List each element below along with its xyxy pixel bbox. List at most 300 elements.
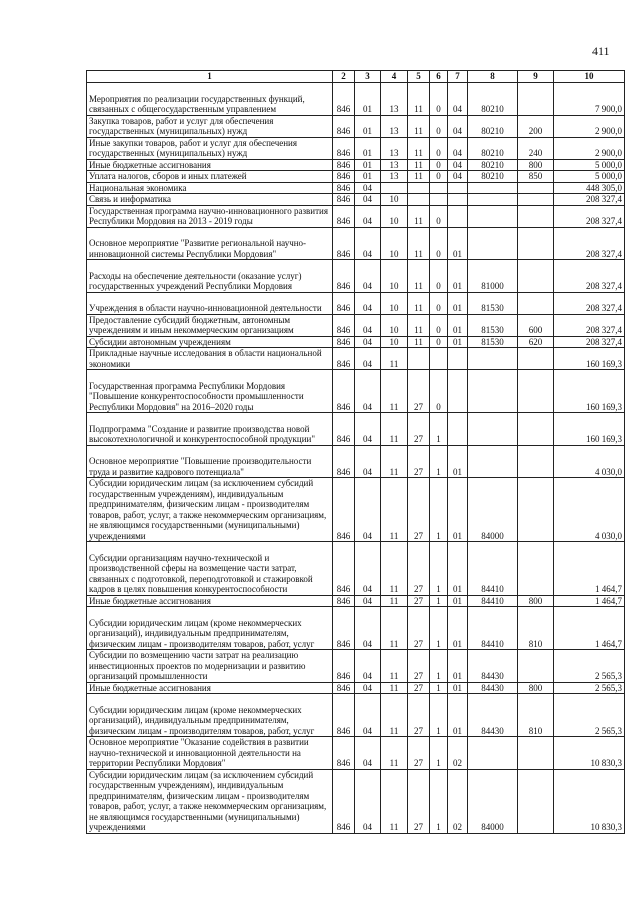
code-cell: 11 [381, 478, 408, 542]
code-cell: 01 [448, 260, 468, 293]
code-cell: 04 [355, 260, 381, 293]
code-cell: 846 [333, 348, 355, 370]
code-cell: 11 [381, 413, 408, 446]
code-cell: 846 [333, 227, 355, 260]
code-cell: 846 [333, 292, 355, 314]
code-cell [518, 413, 554, 446]
code-cell: 04 [355, 370, 381, 413]
code-cell: 04 [448, 171, 468, 183]
row-name-cell: Государственная программа научно-инновационного развития Республики Мордовия на 2013 - 2019 годы [87, 205, 333, 227]
code-cell: 81530 [468, 336, 518, 348]
row-name-cell: Субсидии юридическим лицам (за исключением субсидий государственным учреждениям), индивидуальным предпринимателям, физическим лицам - производителям товаров, работ, услуг, а также некоммерческим организациям, не являющимся государственными (муниципальными) учреждениями [87, 478, 333, 542]
code-cell: 04 [355, 694, 381, 737]
code-cell: 1 [430, 542, 448, 596]
table-row [87, 171, 625, 183]
code-cell: 04 [355, 314, 381, 336]
code-cell [518, 205, 554, 227]
code-cell: 11 [408, 159, 430, 171]
code-cell: 800 [518, 159, 554, 171]
table-body [87, 83, 625, 834]
amount-cell: 4 030,0 [554, 445, 625, 478]
code-cell: 1 [430, 769, 448, 833]
table-row [87, 413, 625, 446]
row-name-cell: Субсидии организациям научно-технической и производственной сферы на возмещение части затрат, связанных с подготовкой, переподготовкой и стажировкой кадров в целях повышения конкурентоспособности [87, 542, 333, 596]
row-name-cell: Субсидии юридическим лицам (за исключением субсидий государственным учреждениям), индивидуальным предпринимателям, физическим лицам - производителям товаров, работ, услуг, а также некоммерческим организациям, не являющимся государственными (муниципальными) учреждениями [87, 769, 333, 833]
code-cell [430, 182, 448, 194]
row-name-cell: Подпрограмма "Создание и развитие производства новой высокотехнологичной и конкурентоспособной продукции" [87, 413, 333, 446]
code-cell: 11 [408, 336, 430, 348]
code-cell: 01 [355, 171, 381, 183]
table-row [87, 182, 625, 194]
code-cell: 04 [355, 227, 381, 260]
code-cell: 0 [430, 159, 448, 171]
header-row [87, 71, 625, 83]
code-cell [518, 445, 554, 478]
code-cell: 1 [430, 607, 448, 650]
code-cell: 846 [333, 205, 355, 227]
amount-cell: 2 565,3 [554, 694, 625, 737]
code-cell: 80210 [468, 171, 518, 183]
code-cell [518, 182, 554, 194]
code-cell: 10 [381, 194, 408, 206]
page-number: 411 [592, 44, 610, 58]
code-cell [448, 194, 468, 206]
col-header: 6 [430, 71, 448, 83]
code-cell: 10 [381, 260, 408, 293]
code-cell: 11 [408, 205, 430, 227]
code-cell [468, 737, 518, 770]
row-name-cell: Расходы на обеспечение деятельности (оказание услуг) государственных учреждений Республики Мордовия [87, 260, 333, 293]
table-row [87, 137, 625, 159]
code-cell [518, 737, 554, 770]
amount-cell: 208 327,4 [554, 260, 625, 293]
code-cell: 11 [408, 115, 430, 137]
code-cell: 10 [381, 205, 408, 227]
code-cell: 13 [381, 137, 408, 159]
code-cell [448, 205, 468, 227]
code-cell: 846 [333, 182, 355, 194]
code-cell: 04 [355, 542, 381, 596]
code-cell [430, 194, 448, 206]
amount-cell: 10 830,3 [554, 769, 625, 833]
code-cell: 81000 [468, 260, 518, 293]
code-cell: 04 [355, 182, 381, 194]
code-cell: 1 [430, 682, 448, 694]
code-cell: 04 [355, 607, 381, 650]
code-cell: 27 [408, 737, 430, 770]
code-cell [468, 348, 518, 370]
code-cell: 04 [355, 682, 381, 694]
code-cell: 846 [333, 413, 355, 446]
code-cell: 01 [448, 292, 468, 314]
code-cell: 846 [333, 171, 355, 183]
amount-cell: 208 327,4 [554, 205, 625, 227]
code-cell: 240 [518, 137, 554, 159]
code-cell: 04 [448, 83, 468, 116]
code-cell: 11 [408, 314, 430, 336]
col-header: 8 [468, 71, 518, 83]
amount-cell: 5 000,0 [554, 159, 625, 171]
code-cell: 11 [381, 370, 408, 413]
amount-cell: 160 169,3 [554, 348, 625, 370]
table-row [87, 336, 625, 348]
code-cell: 11 [381, 348, 408, 370]
col-header: 9 [518, 71, 554, 83]
table-row [87, 542, 625, 596]
code-cell: 80210 [468, 137, 518, 159]
code-cell: 13 [381, 171, 408, 183]
code-cell [518, 227, 554, 260]
table-row [87, 737, 625, 770]
amount-cell: 10 830,3 [554, 737, 625, 770]
code-cell: 846 [333, 650, 355, 683]
row-name-cell: Субсидии юридическим лицам (кроме некоммерческих организаций), индивидуальным предпринимателям, физическим лицам - производителям товаров, работ, услуг [87, 694, 333, 737]
code-cell: 01 [355, 137, 381, 159]
row-name-cell: Иные бюджетные ассигнования [87, 595, 333, 607]
row-name-cell: Предоставление субсидий бюджетным, автономным учреждениям и иным некоммерческим организациям [87, 314, 333, 336]
amount-cell: 448 305,0 [554, 182, 625, 194]
code-cell: 13 [381, 83, 408, 116]
code-cell: 11 [408, 260, 430, 293]
code-cell: 27 [408, 595, 430, 607]
code-cell [408, 348, 430, 370]
code-cell: 846 [333, 595, 355, 607]
code-cell: 846 [333, 194, 355, 206]
code-cell [518, 260, 554, 293]
col-header: 2 [333, 71, 355, 83]
code-cell: 01 [448, 227, 468, 260]
code-cell: 1 [430, 445, 448, 478]
code-cell: 1 [430, 595, 448, 607]
col-header: 1 [87, 71, 333, 83]
col-header: 5 [408, 71, 430, 83]
code-cell: 84410 [468, 542, 518, 596]
code-cell: 1 [430, 478, 448, 542]
table-row [87, 260, 625, 293]
code-cell: 04 [355, 348, 381, 370]
row-name-cell: Национальная экономика [87, 182, 333, 194]
code-cell: 0 [430, 115, 448, 137]
table-row [87, 370, 625, 413]
table-row [87, 478, 625, 542]
code-cell: 84430 [468, 694, 518, 737]
code-cell: 27 [408, 370, 430, 413]
col-header: 7 [448, 71, 468, 83]
col-header: 4 [381, 71, 408, 83]
amount-cell: 160 169,3 [554, 370, 625, 413]
code-cell: 11 [381, 445, 408, 478]
code-cell: 04 [355, 413, 381, 446]
code-cell: 84410 [468, 595, 518, 607]
amount-cell: 208 327,4 [554, 194, 625, 206]
code-cell: 84000 [468, 769, 518, 833]
code-cell: 04 [355, 737, 381, 770]
code-cell: 800 [518, 595, 554, 607]
code-cell: 04 [355, 650, 381, 683]
code-cell: 200 [518, 115, 554, 137]
code-cell: 846 [333, 478, 355, 542]
amount-cell: 4 030,0 [554, 478, 625, 542]
amount-cell: 1 464,7 [554, 595, 625, 607]
code-cell [468, 370, 518, 413]
code-cell [468, 205, 518, 227]
row-name-cell: Мероприятия по реализации государственных функций, связанных с общегосударственным управлением [87, 83, 333, 116]
table-row [87, 348, 625, 370]
code-cell: 11 [381, 607, 408, 650]
code-cell: 04 [355, 595, 381, 607]
table-row [87, 292, 625, 314]
code-cell: 01 [448, 478, 468, 542]
code-cell: 10 [381, 336, 408, 348]
code-cell: 02 [448, 769, 468, 833]
code-cell: 846 [333, 445, 355, 478]
amount-cell: 208 327,4 [554, 292, 625, 314]
row-name-cell: Субсидии по возмещению части затрат на реализацию инвестиционных проектов по модернизации и развитию организаций промышленности [87, 650, 333, 683]
code-cell: 1 [430, 694, 448, 737]
code-cell [518, 478, 554, 542]
code-cell: 27 [408, 682, 430, 694]
code-cell [448, 182, 468, 194]
code-cell: 27 [408, 445, 430, 478]
code-cell: 0 [430, 137, 448, 159]
code-cell: 10 [381, 314, 408, 336]
code-cell [518, 348, 554, 370]
code-cell: 27 [408, 769, 430, 833]
row-name-cell: Закупка товаров, работ и услуг для обеспечения государственных (муниципальных) нужд [87, 115, 333, 137]
code-cell: 04 [355, 336, 381, 348]
code-cell: 846 [333, 137, 355, 159]
code-cell: 01 [355, 83, 381, 116]
col-header: 10 [554, 71, 625, 83]
code-cell: 01 [448, 542, 468, 596]
table-row [87, 769, 625, 833]
code-cell: 84000 [468, 478, 518, 542]
code-cell: 84430 [468, 650, 518, 683]
code-cell: 11 [381, 542, 408, 596]
code-cell [518, 542, 554, 596]
code-cell: 0 [430, 227, 448, 260]
code-cell [518, 83, 554, 116]
table-row [87, 650, 625, 683]
code-cell: 02 [448, 737, 468, 770]
amount-cell: 2 565,3 [554, 682, 625, 694]
code-cell: 84430 [468, 682, 518, 694]
code-cell: 27 [408, 607, 430, 650]
code-cell: 01 [355, 159, 381, 171]
table-row [87, 227, 625, 260]
code-cell: 10 [381, 227, 408, 260]
code-cell: 04 [355, 769, 381, 833]
amount-cell: 5 000,0 [554, 171, 625, 183]
code-cell: 80210 [468, 159, 518, 171]
code-cell: 11 [381, 595, 408, 607]
col-header: 3 [355, 71, 381, 83]
row-name-cell: Учреждения в области научно-инновационной деятельности [87, 292, 333, 314]
code-cell: 11 [381, 682, 408, 694]
code-cell: 846 [333, 83, 355, 116]
code-cell: 846 [333, 737, 355, 770]
row-name-cell: Основное мероприятие "Повышение производительности труда и развитие кадрового потенциала" [87, 445, 333, 478]
code-cell: 0 [430, 260, 448, 293]
code-cell: 846 [333, 607, 355, 650]
code-cell: 04 [355, 445, 381, 478]
table-row [87, 159, 625, 171]
code-cell: 846 [333, 694, 355, 737]
code-cell: 13 [381, 159, 408, 171]
code-cell: 11 [408, 292, 430, 314]
code-cell: 01 [448, 607, 468, 650]
code-cell [448, 370, 468, 413]
code-cell: 0 [430, 205, 448, 227]
amount-cell: 7 900,0 [554, 83, 625, 116]
code-cell [518, 769, 554, 833]
code-cell: 0 [430, 292, 448, 314]
code-cell: 11 [381, 650, 408, 683]
table-row [87, 595, 625, 607]
row-name-cell: Основное мероприятие "Развитие региональной научно-инновационной системы Республики Мордовия" [87, 227, 333, 260]
code-cell: 600 [518, 314, 554, 336]
code-cell: 04 [448, 137, 468, 159]
code-cell: 1 [430, 650, 448, 683]
code-cell: 620 [518, 336, 554, 348]
code-cell [448, 413, 468, 446]
code-cell: 80210 [468, 83, 518, 116]
code-cell: 01 [448, 694, 468, 737]
code-cell: 27 [408, 478, 430, 542]
code-cell [448, 348, 468, 370]
code-cell: 846 [333, 115, 355, 137]
code-cell: 1 [430, 737, 448, 770]
code-cell: 850 [518, 171, 554, 183]
row-name-cell: Прикладные научные исследования в области национальной экономики [87, 348, 333, 370]
code-cell: 27 [408, 694, 430, 737]
table-row [87, 445, 625, 478]
code-cell: 27 [408, 413, 430, 446]
amount-cell: 1 464,7 [554, 542, 625, 596]
code-cell [381, 182, 408, 194]
code-cell [430, 348, 448, 370]
code-cell: 27 [408, 650, 430, 683]
amount-cell: 1 464,7 [554, 607, 625, 650]
code-cell [518, 650, 554, 683]
code-cell: 10 [381, 292, 408, 314]
amount-cell: 208 327,4 [554, 227, 625, 260]
code-cell: 11 [408, 137, 430, 159]
code-cell [408, 182, 430, 194]
amount-cell: 160 169,3 [554, 413, 625, 446]
row-name-cell: Субсидии юридическим лицам (кроме некоммерческих организаций), индивидуальным предпринимателям, физическим лицам - производителям товаров, работ, услуг [87, 607, 333, 650]
code-cell: 810 [518, 607, 554, 650]
code-cell: 04 [355, 478, 381, 542]
code-cell: 800 [518, 682, 554, 694]
code-cell [468, 182, 518, 194]
row-name-cell: Государственная программа Республики Мордовия "Повышение конкурентоспособности промышленности Республики Мордовия" на 2016–2020 годы [87, 370, 333, 413]
code-cell: 11 [381, 769, 408, 833]
code-cell: 01 [448, 445, 468, 478]
code-cell: 846 [333, 542, 355, 596]
code-cell: 0 [430, 336, 448, 348]
table-row [87, 194, 625, 206]
code-cell: 846 [333, 682, 355, 694]
code-cell: 01 [448, 595, 468, 607]
code-cell: 11 [381, 737, 408, 770]
code-cell: 04 [355, 292, 381, 314]
table-row [87, 83, 625, 116]
code-cell [468, 227, 518, 260]
code-cell: 846 [333, 370, 355, 413]
amount-cell: 208 327,4 [554, 336, 625, 348]
code-cell: 13 [381, 115, 408, 137]
code-cell: 0 [430, 314, 448, 336]
table-row [87, 607, 625, 650]
code-cell: 01 [448, 650, 468, 683]
code-cell: 04 [448, 115, 468, 137]
amount-cell: 208 327,4 [554, 314, 625, 336]
code-cell: 81530 [468, 292, 518, 314]
code-cell: 810 [518, 694, 554, 737]
code-cell: 0 [430, 370, 448, 413]
code-cell: 11 [408, 227, 430, 260]
code-cell: 01 [448, 336, 468, 348]
code-cell: 846 [333, 769, 355, 833]
row-name-cell: Связь и информатика [87, 194, 333, 206]
amount-cell: 2 565,3 [554, 650, 625, 683]
table-row [87, 205, 625, 227]
table-row [87, 694, 625, 737]
code-cell: 846 [333, 260, 355, 293]
row-name-cell: Уплата налогов, сборов и иных платежей [87, 171, 333, 183]
code-cell [518, 292, 554, 314]
code-cell: 27 [408, 542, 430, 596]
code-cell: 04 [355, 205, 381, 227]
amount-cell: 2 900,0 [554, 115, 625, 137]
code-cell [518, 194, 554, 206]
code-cell [408, 194, 430, 206]
row-name-cell: Основное мероприятие "Оказание содействия в развитии научно-технической и инновационной деятельности на территории Республики Мордовия" [87, 737, 333, 770]
code-cell: 846 [333, 314, 355, 336]
code-cell: 84410 [468, 607, 518, 650]
table-row [87, 314, 625, 336]
row-name-cell: Иные бюджетные ассигнования [87, 159, 333, 171]
table-row [87, 115, 625, 137]
code-cell: 01 [448, 314, 468, 336]
code-cell: 04 [448, 159, 468, 171]
code-cell: 11 [408, 171, 430, 183]
code-cell: 1 [430, 413, 448, 446]
code-cell [468, 194, 518, 206]
row-name-cell: Иные бюджетные ассигнования [87, 682, 333, 694]
code-cell [468, 413, 518, 446]
row-name-cell: Субсидии автономным учреждениям [87, 336, 333, 348]
budget-table [86, 70, 625, 834]
code-cell [518, 370, 554, 413]
code-cell: 846 [333, 159, 355, 171]
amount-cell: 2 900,0 [554, 137, 625, 159]
row-name-cell: Иные закупки товаров, работ и услуг для обеспечения государственных (муниципальных) нужд [87, 137, 333, 159]
code-cell: 846 [333, 336, 355, 348]
code-cell: 11 [408, 83, 430, 116]
table-row [87, 682, 625, 694]
code-cell: 01 [448, 682, 468, 694]
code-cell: 01 [355, 115, 381, 137]
code-cell: 81530 [468, 314, 518, 336]
code-cell: 04 [355, 194, 381, 206]
code-cell: 11 [381, 694, 408, 737]
code-cell [468, 445, 518, 478]
code-cell: 80210 [468, 115, 518, 137]
code-cell: 0 [430, 83, 448, 116]
code-cell: 0 [430, 171, 448, 183]
